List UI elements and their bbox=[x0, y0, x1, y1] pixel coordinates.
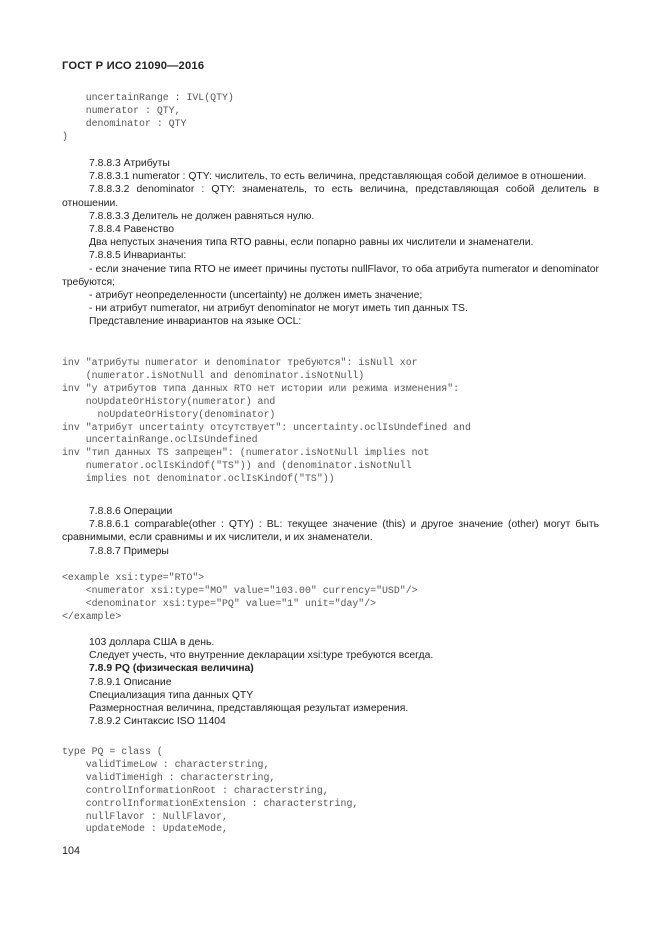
code-line: nullFlavor : NullFlavor, bbox=[62, 810, 228, 822]
code-line: <denominator xsi:type="PQ" value="1" unit="day"/> bbox=[62, 597, 377, 609]
heading-equality: 7.8.8.4 Равенство bbox=[89, 224, 175, 236]
code-line: noUpdateOrHistory(numerator) and bbox=[62, 395, 276, 407]
heading-examples: 7.8.8.7 Примеры bbox=[89, 545, 169, 557]
para-equality: Два непустых значения типа RTO равны, если попарно равны их числители и знаменатели. bbox=[89, 237, 534, 249]
section-pq bbox=[62, 636, 599, 728]
para-example-caption: 103 доллара США в день. bbox=[89, 637, 215, 648]
heading-pq: 7.8.9 PQ (физическая величина) bbox=[89, 663, 254, 675]
heading-operations: 7.8.8.6 Операции bbox=[89, 506, 173, 517]
code-line: implies not denominator.oclIsKindOf("TS")) bbox=[62, 473, 335, 485]
section-operations bbox=[62, 505, 599, 558]
code-line: numerator.oclIsKindOf("TS")) and (denominator.isNotNull bbox=[62, 460, 412, 472]
code-line: <example xsi:type="RTO"> bbox=[62, 572, 205, 583]
code-line: (numerator.isNotNull and denominator.isNotNull) bbox=[62, 369, 365, 381]
para-dimension: Размерностная величина, представляющая результат измерения. bbox=[89, 703, 409, 715]
heading-description: 7.8.9.1 Описание bbox=[89, 676, 172, 688]
heading-invariants: 7.8.8.5 Инварианты: bbox=[89, 250, 187, 262]
document-header: ГОСТ Р ИСО 21090—2016 bbox=[62, 60, 205, 72]
code-line: </example> bbox=[62, 610, 122, 622]
para-ocl-intro: Представление инвариантов на языке OCL: bbox=[89, 316, 302, 328]
code-block-xml-example bbox=[62, 572, 418, 624]
heading-syntax: 7.8.9.2 Синтаксис ISO 11404 bbox=[89, 716, 226, 728]
section-attributes bbox=[62, 157, 599, 329]
list-item-invariant: - атрибут неопределенности (uncertainty) не должен иметь значение; bbox=[89, 290, 423, 302]
para-specialization: Специализация типа данных QTY bbox=[89, 689, 254, 701]
para-comparable: 7.8.8.6.1 comparable(other : QTY) : BL: текущее значение (this) и другое значение (other) могут быть сравнимыми, если сравнимы и их числители, и их знаменатели. bbox=[62, 519, 599, 544]
para-denominator: 7.8.8.3.2 denominator : QTY: знаменатель, то есть величина, представляющая собой делитель в отношении. bbox=[62, 184, 599, 209]
code-line: inv "атрибуты numerator и denominator требуются": isNull xor bbox=[62, 357, 418, 368]
code-line: denominator : QTY bbox=[62, 117, 187, 129]
list-item-invariant: - ни атрибут numerator, ни атрибут denominator не могут иметь тип данных TS. bbox=[89, 303, 468, 315]
code-line: ) bbox=[62, 130, 68, 142]
para-xsi-note: Следует учесть, что внутренние декларации xsi:type требуются всегда. bbox=[89, 650, 434, 662]
code-line: noUpdateOrHistory(denominator) bbox=[62, 408, 276, 420]
code-line: type PQ = class ( bbox=[62, 746, 163, 757]
list-item-invariant: - если значение типа RTO не имеет причины пустоты nullFlavor, то оба атрибута numerator и denominator требуются; bbox=[62, 263, 599, 288]
code-line: uncertainRange : IVL(QTY) bbox=[62, 92, 234, 103]
para-nonzero: 7.8.8.3.3 Делитель не должен равняться нулю. bbox=[89, 210, 315, 222]
code-block-pq-class bbox=[62, 746, 358, 836]
code-line: controlInformationRoot : characterstring, bbox=[62, 784, 329, 796]
code-line: uncertainRange.oclIsUndefined bbox=[62, 434, 258, 446]
code-block-ocl-invariants bbox=[62, 357, 471, 486]
para-numerator: 7.8.8.3.1 numerator : QTY: числитель, то есть величина, представляющая собой делимое в отношении. bbox=[89, 171, 587, 183]
heading-attributes: 7.8.8.3 Атрибуты bbox=[89, 158, 170, 169]
code-line: controlInformationExtension : characterstring, bbox=[62, 797, 359, 809]
page-number: 104 bbox=[62, 845, 81, 857]
code-line: <numerator xsi:type="MO" value="103.00" currency="USD"/> bbox=[62, 584, 418, 596]
code-line: validTimeHigh : characterstring, bbox=[62, 771, 276, 783]
code-line: inv "атрибут uncertainty отсутствует": uncertainty.oclIsUndefined and bbox=[62, 421, 471, 433]
code-line: updateMode : UpdateMode, bbox=[62, 823, 228, 835]
code-block-rto-end bbox=[62, 92, 234, 144]
code-line: inv "тип данных TS запрещен": (numerator.isNotNull implies not bbox=[62, 447, 430, 459]
code-line: inv "у атрибутов типа данных RTO нет истории или режима изменения": bbox=[62, 382, 460, 394]
code-line: numerator : QTY, bbox=[62, 104, 181, 116]
code-line: validTimeLow : characterstring, bbox=[62, 758, 270, 770]
